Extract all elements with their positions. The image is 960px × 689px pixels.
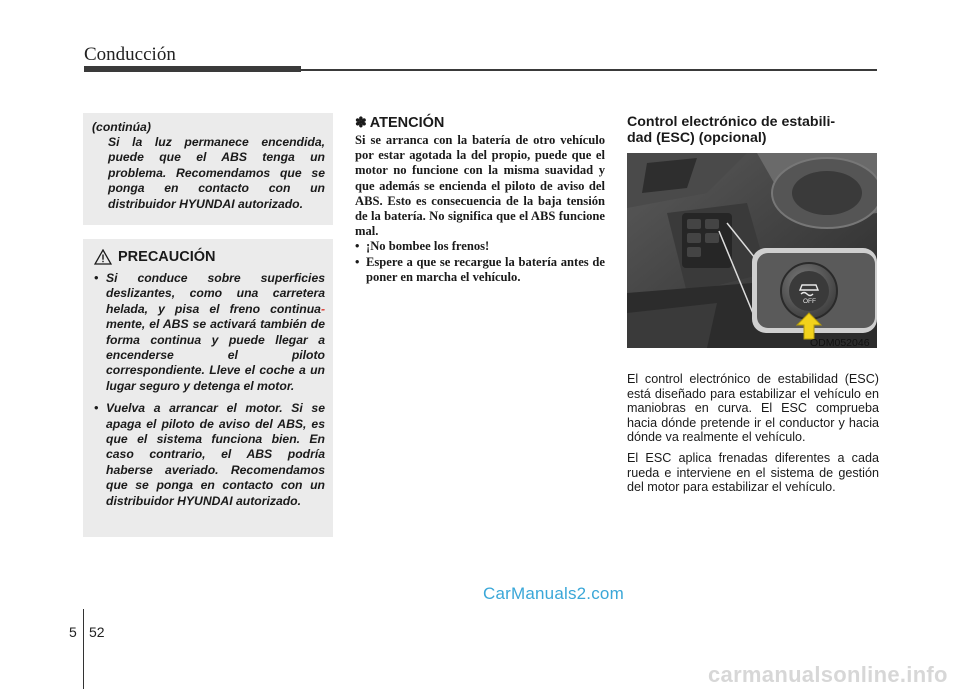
warning-triangle-icon — [94, 249, 112, 265]
hyphen-mark: - — [320, 301, 325, 316]
esc-paragraph-2: El ESC aplica frenadas diferentes a cada rueda e interviene en el sistema de gestión del motor para estabilizar el vehículo. — [627, 450, 879, 495]
precaution-title: PRECAUCIÓN — [118, 249, 216, 265]
esc-title-line-2: dad (ESC) (opcional) — [627, 130, 767, 146]
attention-title: ATENCIÓN — [369, 114, 445, 131]
bullet-dot: • — [355, 239, 360, 254]
esc-body — [627, 372, 879, 501]
attention-bullet-2 — [355, 255, 605, 285]
attention-header — [355, 114, 605, 131]
bullet-dot: • — [94, 271, 99, 285]
esc-section — [627, 114, 879, 146]
bullet-dot: • — [355, 254, 360, 269]
page-number: 52 — [89, 624, 105, 640]
precaution-box — [83, 239, 333, 537]
precaution-bullet-1-text-a: Si conduce sobre superficies deslizantes, como una carretera helada, y pisa el freno continua — [106, 271, 325, 316]
chapter-number: 5 — [69, 624, 77, 640]
photo-caption: ODM052046 — [810, 337, 870, 349]
precaution-bullet-2 — [92, 401, 325, 509]
section-title: Conducción — [84, 44, 176, 65]
off-label: OFF — [803, 298, 816, 305]
esc-paragraph-1: El control electrónico de estabilidad (ESC) está diseñado para estabilizar el vehículo en maniobras en curva. El ESC comprueba hacia dónde pretende ir el conductor y hacia dónde va realmente el vehículo. — [627, 372, 879, 445]
continued-note-box — [83, 113, 333, 225]
corner-watermark: carmanualsonline.info — [708, 662, 948, 687]
attention-bullet-2-text: Espere a que se recargue la batería antes de poner en marcha el vehículo. — [366, 254, 605, 284]
bullet-dot: • — [94, 401, 99, 416]
attention-bullet-1-text: ¡No bombee los frenos! — [366, 239, 490, 254]
precaution-bullet-2-text: Vuelva a arrancar el motor. Si se apaga el piloto de aviso del ABS, es que el sistema funciona bien. En caso contrario, el ABS podría haberse averiado. Recomendamos que se ponga en contacto con un distribuidor HYUNDAI autorizado. — [106, 401, 325, 508]
continued-label: (continúa) — [92, 120, 151, 134]
site-watermark[interactable]: CarManuals2.com — [483, 584, 624, 603]
attention-section — [355, 114, 605, 285]
star-icon: ✽ — [355, 114, 367, 130]
header-rule-thin — [301, 69, 877, 71]
dashboard-illustration — [627, 153, 877, 348]
attention-bullet-1 — [355, 239, 605, 254]
precaution-header — [94, 249, 325, 265]
precaution-bullet-1-text-b: mente, el ABS se activará también de forma continua y puede llegar a encenderse el piloto correspondiente. Lleve el coche a un lugar seguro y detenga el motor. — [106, 317, 325, 393]
continued-text: Si la luz permanece encendida, puede que el ABS tenga un problema. Recomendamos que se ponga en contacto con un distribuidor HYUNDAI autorizado. — [108, 135, 325, 211]
esc-title-line-1: Control electrónico de estabili- — [627, 114, 836, 130]
esc-dashboard-photo — [627, 153, 877, 348]
attention-body: Si se arranca con la batería de otro vehículo por estar agotada la del propio, puede que el motor no funcione con la misma suavidad y que además se encienda el piloto de aviso del ABS. Esto es consecuencia de la baja tensión de la batería. No significa que el ABS funcione mal. — [355, 133, 605, 239]
precaution-bullet-1 — [92, 271, 325, 394]
header-rule-thick — [84, 66, 301, 72]
footer-vertical-rule — [83, 609, 84, 689]
